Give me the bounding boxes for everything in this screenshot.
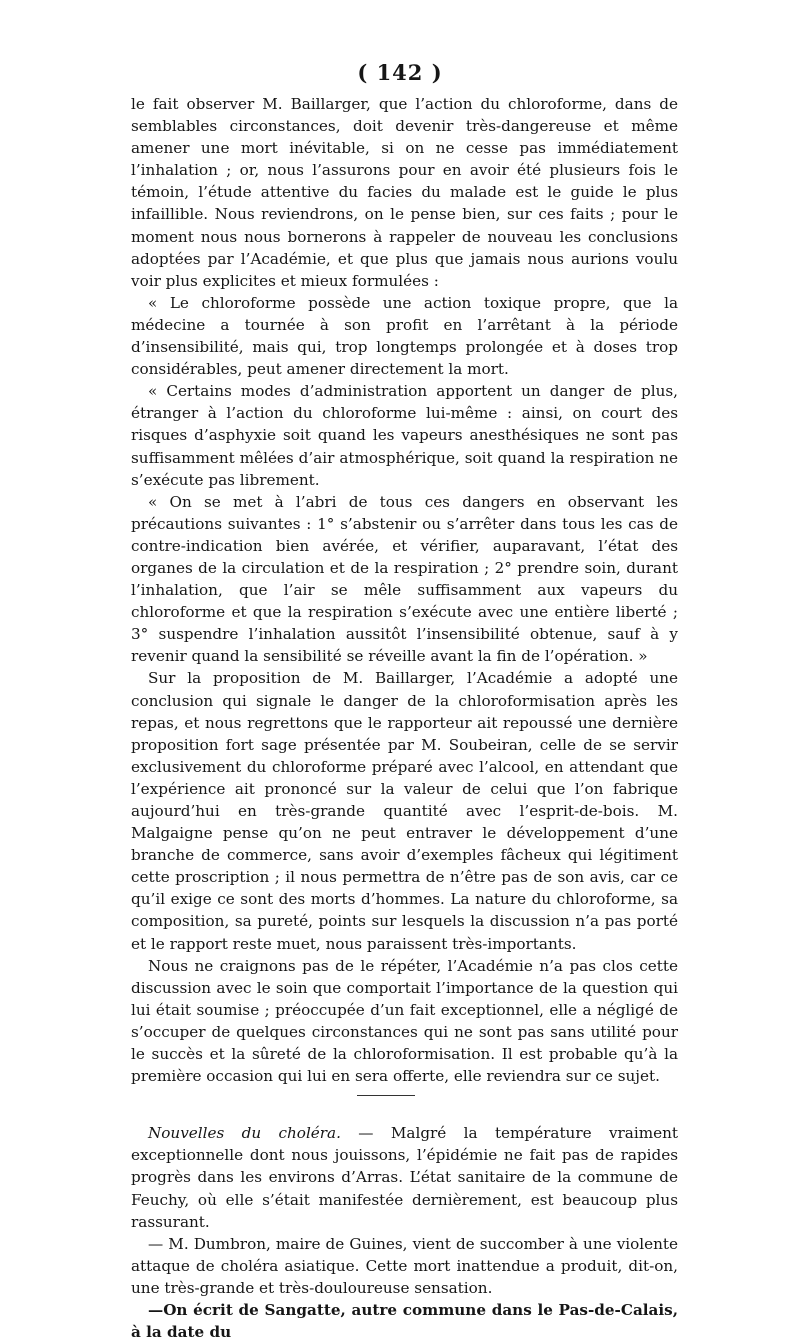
page-body <box>131 93 678 1343</box>
paragraph-academie: Nous ne craignons pas de le répéter, l’Académie n’a pas clos cette discussion avec le soin que comportait l’importance de la question qui lui était soumise ; préoccupée d’un fait exceptionnel, elle a négligé de s’occuper de quelques circonstances qui ne sont pas sans utilité pour le succès et la sûreté de la chloroformisation. Il est probable qu’à la première occasion qui lui en sera offerte, elle reviendra sur ce sujet. <box>131 956 678 1086</box>
paragraph-baillarger: Sur la proposition de M. Baillarger, l’Académie a adopté une conclusion qui signale le danger de la chloroformisation après les repas, et nous regrettons que le rapporteur ait repoussé une dernière proposition fort sage présentée par M. Soubeiran, celle de se servir exclusivement du chloroforme préparé avec l’alcool, en attendant que l’expérience ait prononcé sur la valeur de celui que l’on fabrique aujourd’hui en très-grande quantité avec l’esprit-de-bois. M. Malgaigne pense qu’on ne peut entraver le développement d’une branche de commerce, sans avoir d’exemples fâcheux qui légitiment cette proscription ; il nous permettra de n’être pas de son avis, car ce qu’il exige ce sont des morts d’hommes. La nature du chloroforme, sa composition, sa pureté, points sur lesquels la discussion n’a pas porté et le rapport reste muet, nous paraissent très-importants. <box>131 669 678 953</box>
news-paragraph-2: — M. Dumbron, maire de Guines, vient de succomber à une violente attaque de choléra asiatique. Cette mort inattendue a produit, dit-on, une très-grande et très-douloureuse sensation. <box>131 1234 678 1297</box>
quote-conclusion-3: « On se met à l’abri de tous ces dangers en observant les précautions suivantes : 1° s’abstenir ou s’arrêter dans tous les cas de contre-indication bien avérée, et vérifier, auparavant, l’état des organes de la circulation et de la respiration ; 2° prendre soin, durant l’inhalation, que l’air se mêle suffisamment aux vapeurs du chloroforme et que la respiration s’exécute avec une entière liberté ; 3° suspendre l’inhalation aussitôt l’insensibilité obtenue, sauf à y revenir quand la sensibilité se réveille avant la fin de l’opération. » <box>131 492 678 666</box>
page-number: ( 142 ) <box>357 60 443 85</box>
news-title: Nouvelles du choléra. <box>148 1124 341 1143</box>
news-text-1: — Malgré la température vraiment exceptionnelle dont nous jouissons, l’épidémie ne fait pas de rapides progrès dans les environs d’Arras. L’état sanitaire de la commune de Feuchy, où elle s’était manifestée dernièrement, est beaucoup plus rassurant. <box>131 1124 678 1231</box>
section-gap <box>131 1096 678 1122</box>
paragraph-continued: le fait observer M. Baillarger, que l’action du chloroforme, dans de semblables circonstances, doit devenir très-dangereuse et même amener une mort inévitable, si on ne cesse pas immédiatement l’inhalation ; or, nous l’assurons pour en avoir été plusieurs fois le témoin, l’étude attentive du facies du malade est le guide le plus infaillible. Nous reviendrons, on le pense bien, sur ces faits ; pour le moment nous nous bornerons à rappeler de nouveau les conclusions adoptées par l’Académie, et que plus que jamais nous aurions voulu voir plus explicites et mieux formulées : <box>131 95 678 290</box>
news-paragraph-1 <box>131 1122 678 1232</box>
quote-conclusion-1: « Le chloroforme possède une action toxique propre, que la médecine a tournée à son profit en l’arrêtant à la période d’insensibilité, mais qui, trop longtemps prolongée et à doses trop considérables, peut amener directement la mort. <box>131 293 678 379</box>
quote-conclusion-2: « Certains modes d’administration apportent un danger de plus, étranger à l’action du chloroforme lui-même : ainsi, on court des risques d’asphyxie soit quand les vapeurs anesthésiques ne sont pas suffisamment mêlées d’air atmosphérique, soit quand la respiration ne s’exécute pas librement. <box>131 382 678 489</box>
news-paragraph-3: —On écrit de Sangatte, autre commune dans le Pas-de-Calais, à la date du <box>131 1300 678 1342</box>
